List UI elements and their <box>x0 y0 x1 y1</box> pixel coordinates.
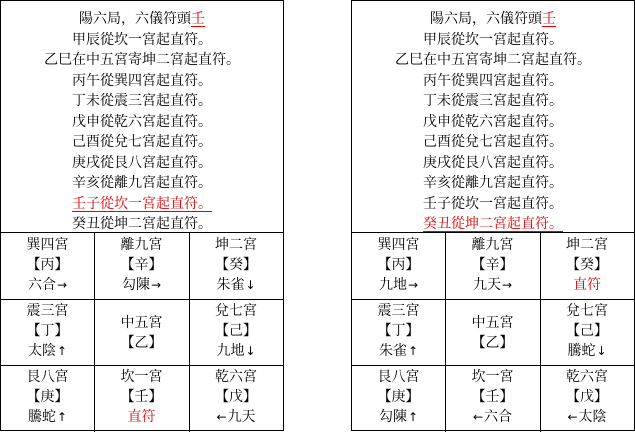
palace-name: 震三宮 <box>26 303 69 319</box>
direction-arrow-icon: → <box>501 278 513 292</box>
deity-label <box>1 341 94 361</box>
palace-cell <box>445 299 540 365</box>
direction-arrow-icon: ↑ <box>56 410 68 424</box>
heavenly-stem: 【丁】 <box>26 323 69 339</box>
title-red-char: 壬 <box>191 11 205 27</box>
deity-label <box>189 341 283 361</box>
heavenly-stem: 【癸】 <box>566 257 608 273</box>
palace-cell <box>189 299 283 365</box>
deity-label <box>352 341 445 361</box>
palace-name: 坎一宮 <box>471 369 514 385</box>
direction-arrow-icon: ← <box>567 410 578 424</box>
heavenly-stem: 【壬】 <box>120 389 163 405</box>
deity-name: 九地 <box>216 343 245 359</box>
palace-name: 巽四宮 <box>26 237 69 253</box>
palace-cell <box>94 299 189 365</box>
title-text: 陽六局，六儀符頭 <box>430 11 542 27</box>
deity-label <box>445 407 540 427</box>
palace-name: 艮八宮 <box>26 369 69 385</box>
palace-cell <box>540 233 634 299</box>
rule-line: 甲辰從坎一宮起直符。 <box>423 31 563 48</box>
heavenly-stem: 【辛】 <box>471 257 514 273</box>
palace-cell <box>1 299 94 365</box>
rule-line: 甲辰從坎一宮起直符。 <box>72 31 212 48</box>
deity-name: 騰蛇 <box>567 343 596 359</box>
heavenly-stem: 【辛】 <box>120 257 163 273</box>
left-chart-panel <box>0 0 284 431</box>
rule-line: 己酉從兌七宮起直符。 <box>423 134 563 150</box>
deity-name: 太陰 <box>27 343 56 359</box>
nine-palace-grid <box>352 233 634 432</box>
deity-name: 勾陳 <box>121 277 150 293</box>
rule-line: 丙午從巽四宮起直符。 <box>72 72 212 89</box>
palace-name: 離九宮 <box>471 237 514 253</box>
heavenly-stem: 【癸】 <box>215 257 257 273</box>
palace-name: 坤二宮 <box>566 237 608 253</box>
palace-name: 坎一宮 <box>120 369 163 385</box>
deity-name: 直符 <box>573 277 601 293</box>
deity-label <box>540 341 634 361</box>
right-chart-panel <box>351 0 635 431</box>
deity-label <box>189 275 283 295</box>
heavenly-stem: 【丁】 <box>377 323 420 339</box>
deity-name: 直符 <box>127 409 156 425</box>
deity-name: 太陰 <box>578 409 607 425</box>
deity-label <box>352 275 445 295</box>
deity-label <box>540 275 634 295</box>
rule-line: 庚戌從艮八宮起直符。 <box>72 154 212 171</box>
palace-cell <box>445 233 540 299</box>
deity-label <box>445 275 540 295</box>
rule-line: 戊申從乾六宮起直符。 <box>72 113 212 130</box>
direction-arrow-icon: → <box>56 278 68 292</box>
deity-label <box>94 275 189 295</box>
title-line <box>352 9 634 30</box>
heavenly-stem: 【乙】 <box>120 335 163 351</box>
rule-line: 庚戌從艮八宮起直符。 <box>423 154 563 171</box>
palace-name: 兌七宮 <box>215 303 257 319</box>
palace-cell <box>540 365 634 432</box>
deity-label <box>1 407 94 427</box>
direction-arrow-icon: → <box>407 278 419 292</box>
direction-arrow-icon: ↓ <box>596 344 607 358</box>
rule-line: 癸丑從坤二宮起直符。 <box>72 216 212 232</box>
palace-name: 中五宮 <box>471 315 514 331</box>
rule-line: 丙午從巽四宮起直符。 <box>423 72 563 89</box>
heavenly-stem: 【乙】 <box>471 335 514 351</box>
palace-cell <box>1 365 94 432</box>
heavenly-stem: 【己】 <box>566 323 608 339</box>
direction-arrow-icon: ← <box>472 410 484 424</box>
rule-line: 戊申從乾六宮起直符。 <box>423 113 563 130</box>
heavenly-stem: 【己】 <box>215 323 257 339</box>
nine-palace-grid <box>1 233 283 432</box>
deity-name: 九天 <box>227 409 256 425</box>
deity-label <box>1 275 94 295</box>
deity-name: 朱雀 <box>378 343 407 359</box>
rule-line: 辛亥從離九宮起直符。 <box>72 175 212 191</box>
heavenly-stem: 【壬】 <box>471 389 514 405</box>
palace-cell <box>94 365 189 432</box>
direction-arrow-icon: ↑ <box>407 410 419 424</box>
palace-cell <box>352 233 445 299</box>
deity-name: 騰蛇 <box>27 409 56 425</box>
heavenly-stem: 【丙】 <box>26 257 69 273</box>
palace-cell <box>352 365 445 432</box>
title-line <box>1 9 283 30</box>
palace-name: 巽四宮 <box>377 237 420 253</box>
rule-line-highlighted: 壬子從坎一宮起直符。 <box>72 195 212 212</box>
title-red-char: 壬 <box>542 11 556 27</box>
palace-name: 乾六宮 <box>566 369 608 385</box>
palace-cell <box>352 299 445 365</box>
rule-text-block <box>1 1 283 233</box>
direction-arrow-icon: ↓ <box>245 344 256 358</box>
direction-arrow-icon: ← <box>216 410 227 424</box>
deity-label <box>352 407 445 427</box>
deity-name: 九天 <box>472 277 501 293</box>
rule-line: 己酉從兌七宮起直符。 <box>72 134 212 150</box>
palace-cell <box>445 365 540 432</box>
palace-name: 離九宮 <box>120 237 163 253</box>
direction-arrow-icon: ↑ <box>56 344 68 358</box>
rule-line: 壬子從坎一宮起直符。 <box>423 195 563 212</box>
deity-name: 勾陳 <box>378 409 407 425</box>
direction-arrow-icon: ↑ <box>407 344 419 358</box>
heavenly-stem: 【丙】 <box>377 257 420 273</box>
rule-line: 辛亥從離九宮起直符。 <box>423 175 563 191</box>
palace-name: 中五宮 <box>120 315 163 331</box>
deity-label <box>189 407 283 427</box>
palace-name: 乾六宮 <box>215 369 257 385</box>
deity-name: 六合 <box>27 277 56 293</box>
direction-arrow-icon: → <box>150 278 162 292</box>
palace-name: 震三宮 <box>377 303 420 319</box>
palace-name: 兌七宮 <box>566 303 608 319</box>
heavenly-stem: 【庚】 <box>26 389 69 405</box>
rule-line: 乙巳在中五宮寄坤二宮起直符。 <box>395 52 591 68</box>
rule-line-highlighted: 癸丑從坤二宮起直符。 <box>423 216 563 232</box>
palace-cell <box>94 233 189 299</box>
palace-name: 坤二宮 <box>215 237 257 253</box>
palace-cell <box>540 299 634 365</box>
rule-line: 丁未從震三宮起直符。 <box>423 93 563 109</box>
heavenly-stem: 【戊】 <box>215 389 257 405</box>
deity-label <box>94 407 189 427</box>
heavenly-stem: 【庚】 <box>377 389 420 405</box>
palace-cell <box>189 365 283 432</box>
palace-cell <box>1 233 94 299</box>
palace-name: 艮八宮 <box>377 369 420 385</box>
rule-line: 丁未從震三宮起直符。 <box>72 93 212 109</box>
deity-name: 九地 <box>378 277 407 293</box>
rule-line: 乙巳在中五宮寄坤二宮起直符。 <box>44 52 240 68</box>
deity-label <box>540 407 634 427</box>
rule-text-block <box>352 1 634 233</box>
direction-arrow-icon: ↓ <box>245 278 256 292</box>
title-text: 陽六局，六儀符頭 <box>79 11 191 27</box>
palace-cell <box>189 233 283 299</box>
deity-name: 六合 <box>484 409 513 425</box>
heavenly-stem: 【戊】 <box>566 389 608 405</box>
deity-name: 朱雀 <box>216 277 245 293</box>
